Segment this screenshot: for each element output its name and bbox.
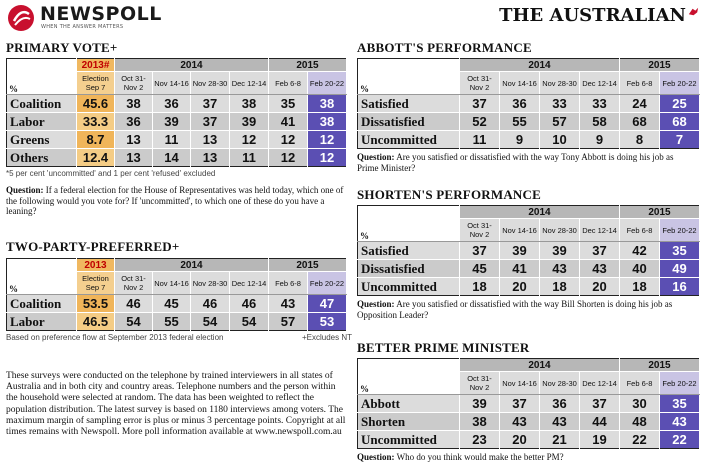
table-cell: 68: [620, 113, 660, 131]
table-cell: 12: [269, 149, 308, 167]
table-cell: 20: [580, 278, 620, 296]
year-2014: 2014: [460, 206, 620, 219]
better-pm-question: [357, 452, 697, 463]
column-header: Dec 12-14: [580, 72, 620, 95]
table-row: [358, 113, 700, 131]
better-pm-table: [357, 358, 700, 449]
column-header: Nov 14-16: [500, 219, 540, 242]
column-header: Dec 12-14: [230, 72, 269, 95]
table-cell: 13: [115, 149, 153, 167]
table-row: [7, 295, 347, 313]
table-row: [7, 95, 347, 113]
column-header: Dec 12-14: [580, 372, 620, 395]
table-cell: 9: [580, 131, 620, 149]
table-cell: 57: [269, 313, 308, 331]
table-cell: 39: [230, 113, 269, 131]
table-cell: 43: [660, 413, 700, 431]
brand-name: NEWSPOLL: [40, 3, 162, 25]
table-cell: 23: [460, 431, 500, 449]
two-party-table: [6, 258, 347, 331]
two-party-section: [6, 239, 352, 342]
table-cell: 39: [540, 242, 580, 260]
publication-name: THE AUSTRALIAN: [499, 5, 686, 26]
column-header: Feb 20-22: [308, 272, 347, 295]
table-cell: 37: [500, 395, 540, 413]
column-header: Oct 31- Nov 2: [460, 372, 500, 395]
table-row: [7, 149, 347, 167]
table-cell: 68: [660, 113, 700, 131]
column-header: Feb 6-8: [269, 272, 308, 295]
column-header: Election Sep 7: [77, 72, 115, 95]
table-cell: 14: [153, 149, 191, 167]
table-cell: 30: [620, 395, 660, 413]
table-cell: 12.4: [77, 149, 115, 167]
table-cell: 11: [460, 131, 500, 149]
table-cell: 54: [191, 313, 230, 331]
question-text: Are you satisfied or dissatisfied with the way Bill Shorten is doing his job as Opposition Leader?: [357, 299, 673, 320]
table-cell: 43: [540, 260, 580, 278]
table-row: [358, 242, 700, 260]
year-2015: 2015: [620, 59, 700, 72]
table-cell: 43: [580, 260, 620, 278]
table-cell: 37: [460, 242, 500, 260]
row-label: Coalition: [7, 295, 77, 313]
column-header: Feb 20-22: [660, 72, 700, 95]
two-party-title: TWO-PARTY-PREFERRED+: [6, 239, 180, 254]
table-cell: 38: [308, 95, 347, 113]
better-pm-title: BETTER PRIME MINISTER: [357, 340, 530, 355]
table-cell: 19: [580, 431, 620, 449]
table-cell: 33.3: [77, 113, 115, 131]
table-cell: 58: [580, 113, 620, 131]
table-cell: 12: [308, 131, 347, 149]
table-cell: 20: [500, 431, 540, 449]
shorten-table: [357, 205, 700, 296]
primary-vote-section: [6, 40, 347, 217]
table-cell: 47: [308, 295, 347, 313]
column-header: Feb 6-8: [620, 219, 660, 242]
column-header: Dec 12-14: [230, 272, 269, 295]
table-cell: 8: [620, 131, 660, 149]
table-cell: 25: [660, 95, 700, 113]
abbott-question: [357, 152, 697, 173]
table-cell: 20: [500, 278, 540, 296]
column-header: Nov 28-30: [191, 72, 230, 95]
row-label: Coalition: [7, 95, 77, 113]
year-2014: 2014: [460, 59, 620, 72]
table-cell: 37: [580, 395, 620, 413]
table-cell: 39: [500, 242, 540, 260]
table-cell: 54: [115, 313, 153, 331]
row-label: Dissatisfied: [358, 260, 460, 278]
row-label: Satisfied: [358, 95, 460, 113]
column-header: Election Sep 7: [77, 272, 115, 295]
column-header: Feb 20-22: [660, 219, 700, 242]
table-cell: 33: [580, 95, 620, 113]
row-label: Shorten: [358, 413, 460, 431]
table-cell: 48: [620, 413, 660, 431]
column-header: Nov 28-30: [191, 272, 230, 295]
column-header: Nov 28-30: [540, 372, 580, 395]
header: [0, 0, 706, 36]
year-2014: 2014: [115, 259, 269, 272]
table-cell: 22: [660, 431, 700, 449]
table-cell: 16: [660, 278, 700, 296]
table-cell: 44: [580, 413, 620, 431]
table-row: [358, 278, 700, 296]
table-cell: 36: [115, 113, 153, 131]
table-cell: 43: [500, 413, 540, 431]
table-cell: 52: [460, 113, 500, 131]
row-label: Others: [7, 149, 77, 167]
table-cell: 46.5: [77, 313, 115, 331]
column-header: Dec 12-14: [580, 219, 620, 242]
table-cell: 22: [620, 431, 660, 449]
table-cell: 36: [500, 95, 540, 113]
table-cell: 18: [620, 278, 660, 296]
column-header: Nov 28-30: [540, 219, 580, 242]
table-cell: 11: [153, 131, 191, 149]
emu-logo-icon: [687, 5, 700, 18]
table-cell: 11: [230, 149, 269, 167]
table-cell: 33: [540, 95, 580, 113]
methodology-text: These surveys were conducted on the telephone by trained interviewers in all states of Australia and in both city and country areas. Telephone numbers and the person within the household were selected at random. The data has been weighted to reflect the population distribution. The latest survey is based on 1180 interviews among voters. The maximum margin of sampling error is plus or minus 3 percentage points. Copyright at all times remains with Newspoll. More poll information available at www.newspoll.com.au: [6, 371, 346, 438]
column-header: Nov 14-16: [153, 272, 191, 295]
shorten-section: [357, 187, 700, 320]
column-header: Oct 31- Nov 2: [115, 72, 153, 95]
table-cell: 55: [153, 313, 191, 331]
table-cell: 35: [660, 242, 700, 260]
table-cell: 38: [230, 95, 269, 113]
table-cell: 36: [153, 95, 191, 113]
table-cell: 24: [620, 95, 660, 113]
row-label: Greens: [7, 131, 77, 149]
year-2015: 2015: [269, 59, 347, 72]
column-header: Nov 28-30: [540, 72, 580, 95]
table-cell: 45.6: [77, 95, 115, 113]
table-cell: 38: [308, 113, 347, 131]
table-row: [358, 260, 700, 278]
table-cell: 10: [540, 131, 580, 149]
shorten-question: [357, 299, 697, 320]
question-text: Are you satisfied or dissatisfied with the way Tony Abbott is doing his job as Prime Minister?: [357, 152, 674, 173]
row-label: Dissatisfied: [358, 113, 460, 131]
table-cell: 37: [580, 242, 620, 260]
excludes-nt-note: +Excludes NT: [301, 333, 352, 342]
table-cell: 35: [269, 95, 308, 113]
table-cell: 55: [500, 113, 540, 131]
table-cell: 45: [460, 260, 500, 278]
table-row: [358, 395, 700, 413]
table-row: [358, 413, 700, 431]
table-cell: 12: [269, 131, 308, 149]
table-cell: 41: [500, 260, 540, 278]
table-cell: 45: [153, 295, 191, 313]
primary-vote-table: [6, 58, 347, 167]
table-cell: 18: [460, 278, 500, 296]
better-pm-section: [357, 340, 700, 463]
table-cell: 43: [269, 295, 308, 313]
table-row: [358, 431, 700, 449]
two-party-footnotes: [6, 333, 352, 342]
question-label: Question:: [357, 152, 395, 162]
table-cell: 39: [153, 113, 191, 131]
column-header: Feb 6-8: [620, 372, 660, 395]
table-cell: 46: [230, 295, 269, 313]
table-cell: 13: [191, 149, 230, 167]
row-label-header: %: [358, 72, 460, 95]
year-2014: 2014: [460, 359, 620, 372]
newspoll-logo-icon: [6, 3, 36, 33]
table-cell: 12: [230, 131, 269, 149]
question-text: Who do you think would make the better PM?: [396, 452, 564, 462]
table-row: [358, 95, 700, 113]
question-label: Question:: [6, 185, 44, 195]
table-cell: 46: [191, 295, 230, 313]
abbott-table: [357, 58, 700, 149]
table-row: [7, 113, 347, 131]
column-header: Oct 31- Nov 2: [115, 272, 153, 295]
table-cell: 13: [191, 131, 230, 149]
table-cell: 43: [540, 413, 580, 431]
year-2014: 2014: [115, 59, 269, 72]
column-header: Oct 31- Nov 2: [460, 72, 500, 95]
table-cell: 54: [230, 313, 269, 331]
question-label: Question:: [357, 452, 395, 462]
table-cell: 37: [460, 95, 500, 113]
table-cell: 53.5: [77, 295, 115, 313]
table-cell: 9: [500, 131, 540, 149]
table-cell: 38: [460, 413, 500, 431]
table-cell: 37: [191, 95, 230, 113]
table-cell: 21: [540, 431, 580, 449]
row-label: Labor: [7, 113, 77, 131]
primary-vote-question: [6, 185, 346, 217]
table-cell: 39: [460, 395, 500, 413]
row-label: Uncommitted: [358, 278, 460, 296]
column-header: Feb 20-22: [660, 372, 700, 395]
column-header: Feb 6-8: [620, 72, 660, 95]
question-text: If a federal election for the House of Representatives was held today, which one of the following would you vote for? If 'uncommitted', to which one of these do you have a leaning?: [6, 185, 344, 216]
table-cell: 12: [308, 149, 347, 167]
row-label: Satisfied: [358, 242, 460, 260]
question-label: Question:: [357, 299, 395, 309]
column-header: Nov 14-16: [500, 72, 540, 95]
table-cell: 36: [540, 395, 580, 413]
table-cell: 42: [620, 242, 660, 260]
primary-vote-footnote: *5 per cent 'uncommitted' and 1 per cent 'refused' excluded: [6, 169, 216, 178]
table-cell: 49: [660, 260, 700, 278]
row-label: Uncommitted: [358, 131, 460, 149]
table-cell: 38: [115, 95, 153, 113]
year-2015: 2015: [620, 206, 700, 219]
row-label-header: %: [358, 219, 460, 242]
table-cell: 46: [115, 295, 153, 313]
abbott-section: [357, 40, 700, 173]
column-header: Feb 6-8: [269, 72, 308, 95]
table-row: [7, 131, 347, 149]
abbott-title: ABBOTT'S PERFORMANCE: [357, 40, 532, 55]
column-header: Nov 14-16: [500, 372, 540, 395]
table-cell: 53: [308, 313, 347, 331]
column-header: Nov 14-16: [153, 72, 191, 95]
column-header: Feb 20-22: [308, 72, 347, 95]
row-label: Uncommitted: [358, 431, 460, 449]
table-cell: 8.7: [77, 131, 115, 149]
shorten-title: SHORTEN'S PERFORMANCE: [357, 187, 541, 202]
brand-tagline: WHEN THE ANSWER MATTERS: [41, 24, 124, 30]
table-cell: 18: [540, 278, 580, 296]
row-label-header: %: [7, 272, 77, 295]
table-cell: 57: [540, 113, 580, 131]
table-cell: 13: [115, 131, 153, 149]
table-cell: 35: [660, 395, 700, 413]
column-header: Oct 31- Nov 2: [460, 219, 500, 242]
row-label-header: %: [7, 72, 77, 95]
primary-vote-title: PRIMARY VOTE+: [6, 40, 118, 55]
table-row: [7, 313, 347, 331]
year-2013: 2013: [77, 259, 115, 272]
two-party-footnote: Based on preference flow at September 2013 federal election: [6, 333, 224, 342]
table-cell: 40: [620, 260, 660, 278]
table-cell: 37: [191, 113, 230, 131]
year-2013: 2013#: [77, 59, 115, 72]
table-row: [358, 131, 700, 149]
table-cell: 41: [269, 113, 308, 131]
table-cell: 7: [660, 131, 700, 149]
year-2015: 2015: [620, 359, 700, 372]
row-label: Abbott: [358, 395, 460, 413]
row-label-header: %: [358, 372, 460, 395]
year-2015: 2015: [269, 259, 347, 272]
row-label: Labor: [7, 313, 77, 331]
